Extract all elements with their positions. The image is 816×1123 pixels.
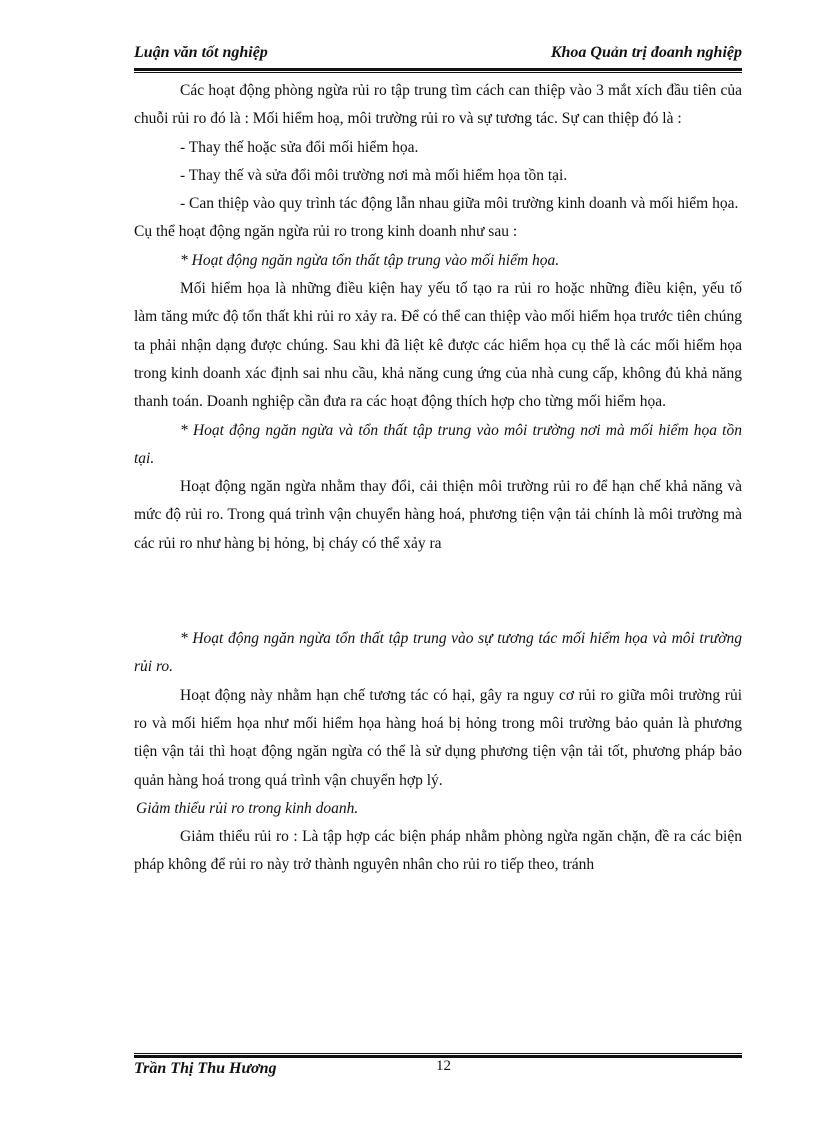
header-title-right: Khoa Quản trị đoanh nghiệp — [550, 44, 742, 61]
header-title-left: Luận văn tốt nghiệp — [134, 44, 268, 61]
page-header — [134, 44, 742, 68]
paragraph-intro: Các hoạt động phòng ngừa rủi ro tập trung tìm cách can thiệp vào 3 mắt xích đầu tiên của chuỗi rủi ro đó là : Mối hiểm hoạ, môi trường rủi ro và sự tương tác. Sự can thiệp đó là : — [134, 82, 742, 128]
header-divider — [134, 68, 742, 73]
paragraph-hazard: Mối hiểm họa là những điều kiện hay yếu tố tạo ra rủi ro hoặc những điều kiện, yếu tố làm tăng mức độ tổn thất khi rủi ro xảy ra. Để có thể can thiệp vào mối hiểm họa trước tiên chúng ta phải nhận dạng được chúng. Sau khi đã liệt kê được các hiểm họa cụ thể là các mối hiểm họa trong kinh doanh xác định sai nhu cầu, khả năng cung ứng của nhà cung cấp, không đủ khả năng thanh toán. Doanh nghiệp cần đưa ra các hoạt động thích hợp cho từng mối hiểm họa. — [134, 280, 742, 411]
heading-environment: * Hoạt động ngăn ngừa và tổn thất tập trung vào môi trường nơi mà mối hiểm họa tồn tại. — [134, 421, 742, 467]
document-body — [134, 77, 742, 880]
blank-space — [134, 558, 742, 625]
paragraph-specifics: Cụ thể hoạt động ngăn ngừa rủi ro trong kinh doanh như sau : — [134, 223, 518, 241]
paragraph-reduction: Giảm thiểu rủi ro : Là tập hợp các biện pháp nhằm phòng ngừa ngăn chặn, đề ra các biện pháp không để rủi ro này trở thành nguyên nhân cho rủi ro tiếp theo, tránh — [134, 828, 742, 874]
list-item-2: - Thay thế và sửa đổi môi trường nơi mà mối hiểm họa tồn tại. — [180, 166, 568, 184]
paragraph-interaction: Hoạt động này nhằm hạn chế tương tác có hại, gây ra nguy cơ rủi ro giữa môi trường rủi ro và mối hiểm họa như mối hiểm họa hàng hoá bị hỏng trong môi trường bảo quản là phương tiện vận tải thì hoạt động ngăn ngừa có thể là sử dụng phương tiện vận tải tốt, phương pháp bảo quản hàng hoá trong quá trình vận chuyển hợp lý. — [134, 686, 742, 789]
footer-author: Trần Thị Thu Hương — [134, 1060, 277, 1077]
list-item-3: - Can thiệp vào quy trình tác động lẫn nhau giữa môi trường kinh doanh và mối hiểm họa. — [180, 195, 739, 213]
heading-reduction: Giảm thiểu rủi ro trong kinh doanh. — [136, 799, 359, 817]
paragraph-environment: Hoạt động ngăn ngừa nhằm thay đổi, cải thiện môi trường rủi ro để hạn chế khả năng và mức độ rủi ro. Trong quá trình vận chuyển hàng hoá, phương tiện vận tải chính là môi trường mà các rủi ro như hàng bị hỏng, bị cháy có thể xảy ra — [134, 478, 742, 552]
heading-interaction: * Hoạt động ngăn ngừa tổn thất tập trung vào sự tương tác mối hiểm họa và môi trường rủi ro. — [134, 630, 742, 676]
list-item-1: - Thay thế hoặc sửa đổi mối hiểm họa. — [180, 138, 419, 156]
page-number: 12 — [436, 1058, 451, 1074]
heading-hazard: * Hoạt động ngăn ngừa tổn thất tập trung vào mối hiểm họa. — [180, 251, 560, 269]
